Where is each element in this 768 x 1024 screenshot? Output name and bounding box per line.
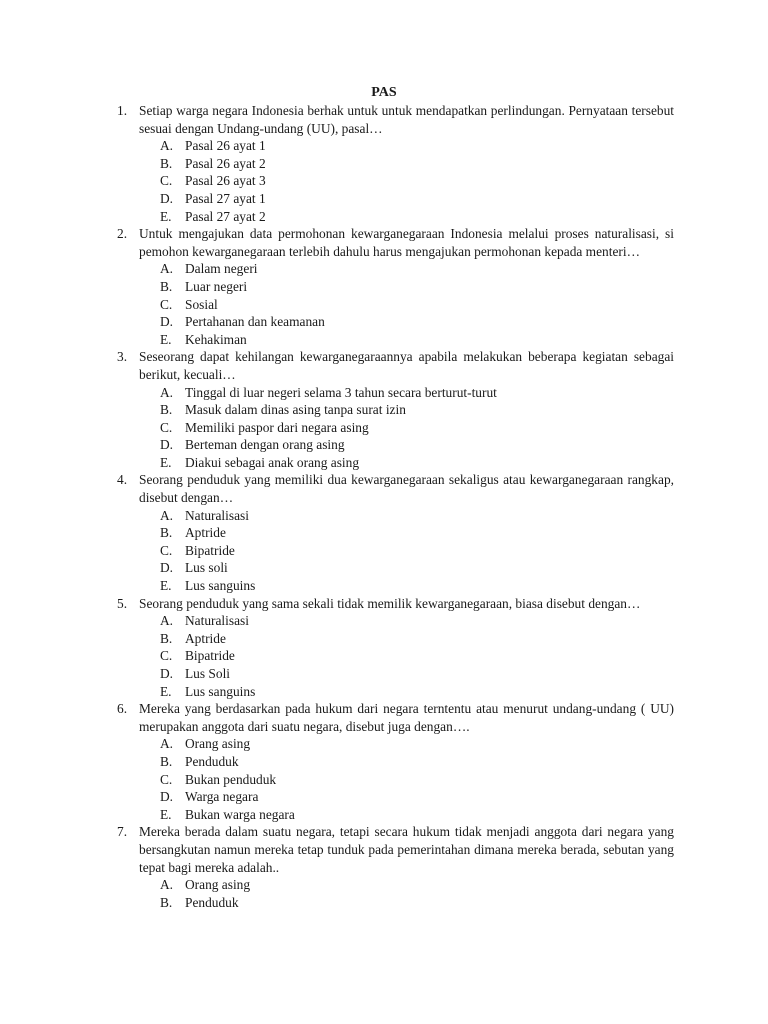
question-text: Seorang penduduk yang sama sekali tidak memilik kewarganegaraan, biasa disebut dengan… [139,595,641,611]
option-b [160,155,674,173]
option-text: Memiliki paspor dari negara asing [185,419,369,435]
option-c [160,647,674,665]
option-list [117,735,674,823]
question-number: 5. [117,595,128,611]
option-c [160,172,674,190]
option-letter: C. [160,419,173,435]
option-letter: D. [160,437,174,453]
option-text: Pasal 27 ayat 1 [185,190,266,206]
option-a [160,260,674,278]
question-number: 4. [117,472,128,488]
option-letter: B. [160,894,173,910]
document-title: PAS [371,85,397,100]
option-text: Pasal 26 ayat 2 [185,155,266,171]
option-e [160,208,674,226]
option-list [117,507,674,595]
option-text: Bukan warga negara [185,806,295,822]
option-letter: D. [160,789,174,805]
option-b [160,753,674,771]
option-text: Pasal 26 ayat 1 [185,138,266,154]
question-number: 7. [117,824,128,840]
question-2 [117,225,674,348]
option-letter: E. [160,806,172,822]
option-text: Sosial [185,296,218,312]
option-d [160,313,674,331]
option-e [160,454,674,472]
option-letter: E. [160,578,172,594]
question-5 [117,595,674,701]
option-letter: B. [160,402,173,418]
option-text: Pasal 27 ayat 2 [185,208,266,224]
question-1 [117,102,674,225]
option-letter: D. [160,560,174,576]
option-text: Warga negara [185,789,259,805]
option-text: Pertahanan dan keamanan [185,314,325,330]
option-e [160,331,674,349]
option-list [117,137,674,225]
option-d [160,436,674,454]
option-b [160,630,674,648]
option-a [160,384,674,402]
option-text: Naturalisasi [185,613,249,629]
option-d [160,190,674,208]
option-text: Kehakiman [185,331,247,347]
option-letter: B. [160,753,173,769]
option-c [160,771,674,789]
option-b [160,401,674,419]
option-a [160,612,674,630]
option-d [160,559,674,577]
option-letter: E. [160,683,172,699]
option-a [160,507,674,525]
question-4 [117,471,674,594]
option-a [160,735,674,753]
question-number: 2. [117,226,128,242]
option-list [117,260,674,348]
option-text: Luar negeri [185,278,248,294]
option-letter: D. [160,314,174,330]
option-a [160,876,674,894]
question-text: Seseorang dapat kehilangan kewarganegaraannya apabila melakukan beberapa kegiatan sebagai berikut, kecuali… [139,349,674,382]
question-6 [117,700,674,823]
option-text: Pasal 26 ayat 3 [185,173,266,189]
option-letter: C. [160,296,173,312]
question-text: Mereka berada dalam suatu negara, tetapi secara hukum tidak menjadi anggota dari negara yang bersangkutan namun mereka tetap tunduk pada pemerintahan dimana mereka berada, sebutan yang tepat bagi mereka adalah.. [139,824,674,875]
question-7 [117,823,674,911]
option-letter: C. [160,771,173,787]
option-letter: A. [160,877,174,893]
option-letter: B. [160,525,173,541]
option-text: Aptride [185,525,226,541]
option-list [117,384,674,472]
option-text: Lus sanguins [185,683,256,699]
option-letter: B. [160,278,173,294]
option-text: Penduduk [185,894,239,910]
option-text: Masuk dalam dinas asing tanpa surat izin [185,402,406,418]
option-text: Aptride [185,630,226,646]
question-text: Untuk mengajukan data permohonan kewarganegaraan Indonesia melalui proses naturalisasi, si pemohon kewarganegaraan terlebih dahulu harus mengajukan permohonan kepada menteri… [139,226,674,259]
option-text: Naturalisasi [185,507,249,523]
option-text: Bukan penduduk [185,771,277,787]
option-text: Orang asing [185,736,251,752]
option-c [160,542,674,560]
option-letter: B. [160,155,173,171]
option-text: Lus Soli [185,666,231,681]
option-e [160,577,674,595]
option-b [160,894,674,912]
option-letter: E. [160,208,172,224]
option-text: Lus soli [185,560,228,576]
option-text: Dalam negeri [185,261,258,277]
option-text: Bipatride [185,542,235,558]
option-letter: C. [160,173,173,189]
option-text: Penduduk [185,753,239,769]
option-e [160,806,674,824]
option-letter: E. [160,454,172,470]
question-number: 1. [117,103,128,118]
question-number: 6. [117,701,128,717]
option-letter: A. [160,261,174,277]
option-b [160,278,674,296]
option-letter: B. [160,630,173,646]
question-text: Mereka yang berdasarkan pada hukum dari negara terntentu atau menurut undang-undang ( UU) merupakan anggota dari suatu negara, disebut juga dengan…. [139,701,674,734]
option-d [160,788,674,806]
option-text: Diakui sebagai anak orang asing [185,454,360,470]
question-number: 3. [117,349,128,365]
question-list [117,102,674,911]
option-letter: A. [160,613,174,629]
option-a [160,137,674,155]
question-text: Setiap warga negara Indonesia berhak untuk untuk mendapatkan perlindungan. Pernyataan tersebut sesuai dengan Undang-undang (UU), pasal… [139,103,674,136]
option-letter: A. [160,138,174,154]
option-text: Orang asing [185,877,251,893]
option-list [117,612,674,700]
option-text: Lus sanguins [185,578,256,594]
option-letter: C. [160,648,173,664]
option-b [160,524,674,542]
option-text: Bipatride [185,648,235,664]
option-letter: D. [160,666,174,681]
question-text: Seorang penduduk yang memiliki dua kewarganegaraan sekaligus atau kewarganegaraan rangkap, disebut dengan… [139,472,674,506]
option-letter: A. [160,507,174,523]
option-c [160,419,674,437]
option-letter: C. [160,542,173,558]
option-letter: D. [160,190,174,206]
option-letter: A. [160,384,174,400]
option-text: Tinggal di luar negeri selama 3 tahun secara berturut-turut [185,384,497,400]
option-c [160,296,674,314]
option-e [160,683,674,701]
option-text: Berteman dengan orang asing [185,437,345,453]
option-letter: A. [160,736,174,752]
option-list [117,876,674,911]
option-letter: E. [160,331,172,347]
option-d [160,665,674,683]
question-3 [117,348,674,471]
